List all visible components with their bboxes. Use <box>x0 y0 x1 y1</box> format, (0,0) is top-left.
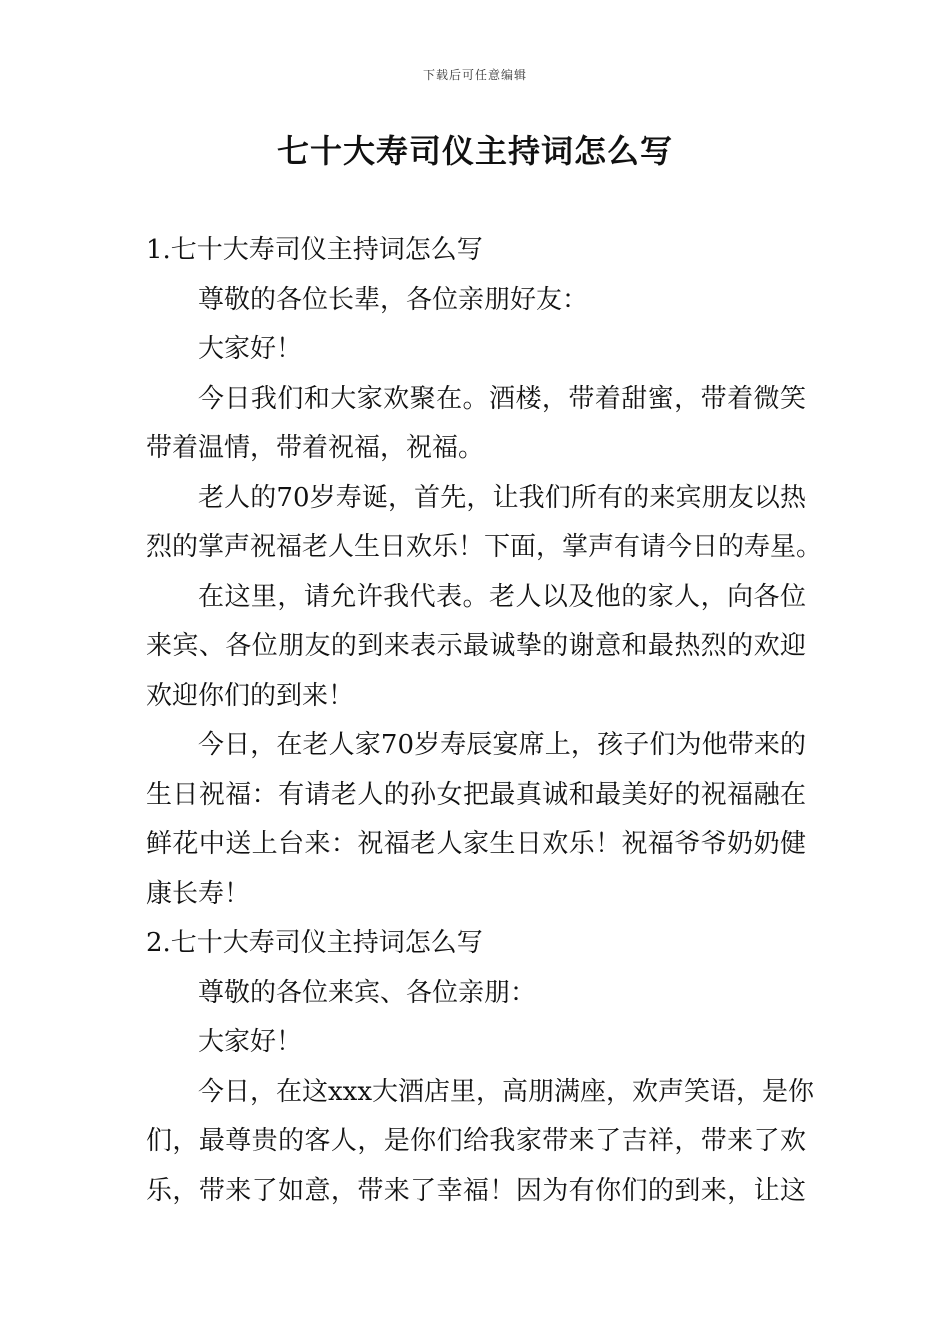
text-line: 欢迎你们的到来！ <box>146 680 355 711</box>
text-line: 1.七十大寿司仪主持词怎么写 <box>146 235 483 265</box>
text-line: 老人的70岁寿诞，首先，让我们所有的来宾朋友以热 <box>198 482 806 513</box>
text-line: 尊敬的各位来宾、各位亲朋： <box>198 977 537 1008</box>
text-line: 今日我们和大家欢聚在。酒楼，带着甜蜜，带着微笑 <box>198 383 806 414</box>
document-body <box>146 226 823 1216</box>
text-line: 今日，在老人家70岁寿辰宴席上，孩子们为他带来的 <box>198 730 806 760</box>
text-line: 来宾、各位朋友的到来表示最诚挚的谢意和最热烈的欢迎 <box>146 631 806 661</box>
text-line: 在这里，请允许我代表。老人以及他的家人，向各位 <box>198 581 806 612</box>
text-line: 大家好！ <box>198 1027 303 1057</box>
header-note: 下载后可任意编辑 <box>422 68 527 82</box>
text-line: 2.七十大寿司仪主持词怎么写 <box>146 928 483 958</box>
text-line: 烈的掌声祝福老人生日欢乐！下面，掌声有请今日的寿星。 <box>146 532 823 562</box>
text-line: 康长寿！ <box>146 878 251 909</box>
text-line: 大家好！ <box>198 334 303 364</box>
document-title: 七十大寿司仪主持词怎么写 <box>276 132 673 170</box>
text-line: 今日，在这xxx大酒店里，高朋满座，欢声笑语，是你 <box>198 1076 814 1107</box>
text-line: 鲜花中送上台来：祝福老人家生日欢乐！祝福爷爷奶奶健 <box>146 829 806 859</box>
text-line: 生日祝福：有请老人的孙女把最真诚和最美好的祝福融在 <box>146 779 806 810</box>
text-line: 们，最尊贵的客人，是你们给我家带来了吉祥，带来了欢 <box>146 1126 806 1156</box>
text-line: 带着温情，带着祝福，祝福。 <box>146 433 485 463</box>
text-line: 尊敬的各位长辈，各位亲朋好友： <box>198 284 589 315</box>
text-line: 乐，带来了如意，带来了幸福！因为有你们的到来，让这 <box>146 1175 806 1206</box>
